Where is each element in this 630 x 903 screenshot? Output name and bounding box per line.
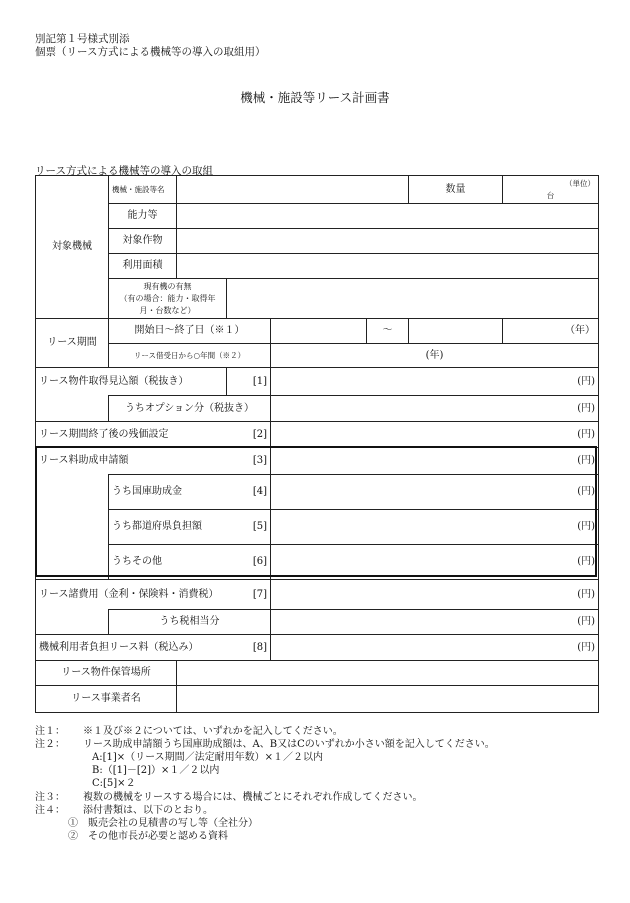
row4-number: [4] (227, 475, 271, 510)
quantity-label: 数量 (409, 176, 503, 204)
row2-label: リース期間終了後の残価設定 (36, 422, 227, 448)
note-4-item-1: ① 販売会社の見積書の写し等（全社分） (68, 818, 258, 829)
page-title: 機械・施設等リース計画書 (240, 90, 390, 105)
target-crop-label: 対象作物 (109, 229, 177, 254)
row8-label: 機械利用者負担リース料（税込み） (36, 635, 227, 661)
row7-number: [7] (227, 580, 271, 610)
target-machine-header: 対象機械 (36, 176, 109, 319)
years-from-lease-field[interactable]: (年) (271, 344, 599, 368)
note-3-text: 複数の機械をリースする場合には、機械ごとにそれぞれ作成してください。 (83, 792, 423, 803)
note-3 (35, 792, 423, 804)
note-2 (35, 739, 495, 751)
note-4 (35, 805, 213, 817)
row5-amount[interactable]: (円) (271, 510, 599, 545)
form-subtitle: 個票（リース方式による機械等の導入の取組用） (35, 46, 266, 58)
row3-label: リース料助成申請額 (36, 448, 227, 475)
years-unit: （年） (503, 319, 599, 344)
capacity-field[interactable] (177, 204, 599, 229)
lease-period-header: リース期間 (36, 319, 109, 368)
row5-label: うち都道府県負担額 (109, 510, 227, 545)
note-3-label: 注３： (35, 792, 65, 803)
note-2-text: リース助成申請額うち国庫助成額は、A、B又はCのいずれか小さい額を記入してください。 (83, 739, 495, 750)
start-date-field[interactable] (271, 319, 367, 344)
row2-amount[interactable]: (円) (271, 422, 599, 448)
row1b-amount[interactable]: (円) (271, 396, 599, 422)
row1-number: [1] (227, 368, 271, 396)
row6-number: [6] (227, 545, 271, 580)
row3-amount[interactable]: (円) (271, 448, 599, 475)
usage-area-label: 利用面積 (109, 254, 177, 279)
note-2-label: 注２： (35, 739, 65, 750)
row3-number: [3] (227, 448, 271, 475)
existing-machine-field[interactable] (227, 279, 599, 319)
row1-amount[interactable]: (円) (271, 368, 599, 396)
row6-amount[interactable]: (円) (271, 545, 599, 580)
existing-machine-label (109, 279, 227, 319)
row4-label: うち国庫助成金 (109, 475, 227, 510)
row1b-label: うちオプション分（税抜き） (109, 396, 271, 422)
note-4-label: 注４： (35, 805, 65, 816)
storage-location-field[interactable] (177, 661, 599, 686)
note-2-a: A:[1]×（リース期間／法定耐用年数）×１／２以内 (92, 752, 324, 763)
years-from-lease-label: リース借受日から○年間（※２） (109, 344, 271, 368)
note-1-text: ※１及び※２については、いずれかを記入してください。 (83, 726, 343, 737)
leasing-company-field[interactable] (177, 686, 599, 713)
capacity-label: 能力等 (109, 204, 177, 229)
note-1-label: 注１： (35, 726, 65, 737)
start-end-label: 開始日～終了日（※１） (109, 319, 271, 344)
note-2-b: B:（[1]－[2]）×１／２以内 (92, 765, 220, 776)
lease-plan-table (35, 175, 599, 713)
row4-amount[interactable]: (円) (271, 475, 599, 510)
row7-label: リース諸費用（金利・保険料・消費税） (36, 580, 227, 610)
row2-number: [2] (227, 422, 271, 448)
leasing-company-label: リース事業者名 (36, 686, 177, 713)
form-number: 別記第１号様式別添 (35, 33, 130, 45)
note-4-item-2: ② その他市長が必要と認める資料 (68, 831, 228, 842)
row5-number: [5] (227, 510, 271, 545)
unit-label: （単位） (565, 178, 595, 188)
unit-value: 台 (546, 190, 555, 200)
row7-amount[interactable]: (円) (271, 580, 599, 610)
row7b-label: うち税相当分 (109, 610, 271, 635)
machine-name-field[interactable] (177, 176, 409, 204)
existing-machine-label-line2: （有の場合：能力・取得年月・台数など） (119, 293, 216, 315)
row1-label: リース物件取得見込額（税抜き） (36, 368, 227, 396)
row8-number: [8] (227, 635, 271, 661)
tilde-separator: ～ (367, 319, 409, 344)
row8-amount[interactable]: (円) (271, 635, 599, 661)
note-1 (35, 726, 343, 738)
target-crop-field[interactable] (177, 229, 599, 254)
section-caption: リース方式による機械等の導入の取組 (35, 165, 213, 177)
end-date-field[interactable] (409, 319, 503, 344)
machine-name-label: 機械・施設等名 (109, 176, 177, 204)
row7b-amount[interactable]: (円) (271, 610, 599, 635)
row6-label: うちその他 (109, 545, 227, 580)
storage-location-label: リース物件保管場所 (36, 661, 177, 686)
note-4-text: 添付書類は、以下のとおり。 (83, 805, 213, 816)
existing-machine-label-line1: 現有機の有無 (143, 281, 192, 291)
note-2-c: C:[5]×２ (92, 778, 136, 789)
unit-cell[interactable] (503, 176, 599, 204)
usage-area-field[interactable] (177, 254, 599, 279)
